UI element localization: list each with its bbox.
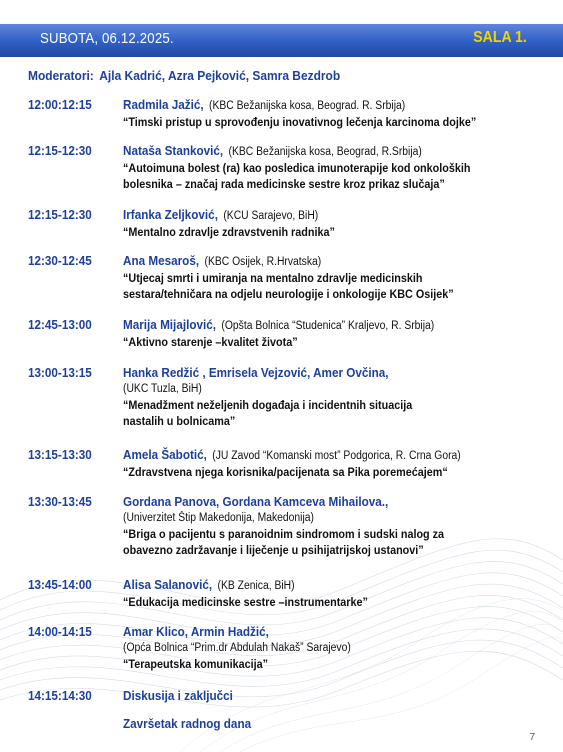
session-title: “Briga o pacijentu s paranoidnim sindromom i sudski nalog za (123, 527, 445, 541)
session-affiliation: (KBC Osijek, R.Hrvatska) (204, 256, 322, 268)
day-header-bar (0, 24, 563, 57)
session-time: 14:00-14:15 (28, 624, 92, 639)
session-title: “Terapeutska komunikacija” (123, 657, 269, 671)
session-time: 13:15-13:30 (28, 447, 92, 462)
session-affiliation: (Opća Bolnica “Prim.dr Abdulah Nakaš” Sarajevo) (123, 642, 351, 654)
session-title: “Mentalno zdravlje zdravstvenih radnika” (123, 225, 335, 239)
session-speaker: Hanka Redžić , Emrisela Vejzović, Amer Ovčina, (123, 365, 389, 380)
session-speaker: Amar Klico, Armin Hadžić, (123, 624, 269, 639)
session-title: “Utjecaj smrti i umiranja na mentalno zdravlje medicinskih (123, 271, 423, 285)
session-speaker: Alisa Salanović, (123, 577, 213, 592)
session-speaker: Irfanka Zeljković, (123, 207, 218, 222)
session-speaker: Radmila Jažić, (123, 97, 204, 112)
session-time: 12:15-12:30 (28, 143, 92, 158)
moderators-label: Moderatori: (28, 68, 94, 83)
session-affiliation: (KBC Bežanijska kosa, Beograd, R.Srbija) (228, 146, 422, 158)
session-affiliation: (KBC Bežanijska kosa, Beograd. R. Srbija) (209, 100, 406, 112)
session-affiliation: (Univerzitet Štip Makedonija, Makedonija) (123, 512, 314, 524)
session-speaker: Amela Šabotić, (123, 447, 207, 462)
session-title: bolesnika – značaj rada medicinske sestre kroz prikaz slučaja” (123, 177, 445, 191)
session-time: 12:15-12:30 (28, 207, 92, 222)
discussion-label: Diskusija i zaključci (123, 688, 233, 703)
session-time: 13:30-13:45 (28, 494, 92, 509)
session-title: “Aktivno starenje –kvalitet života” (123, 335, 298, 349)
end-of-day-label: Završetak radnog dana (123, 716, 252, 731)
session-affiliation: (KB Zenica, BiH) (217, 580, 295, 592)
session-time: 12:45-13:00 (28, 317, 92, 332)
moderators-line (28, 68, 340, 83)
session-time: 13:45-14:00 (28, 577, 92, 592)
header-date: SUBOTA, 06.12.2025. (40, 30, 174, 47)
session-speaker: Marija Mijajlović, (123, 317, 216, 332)
session-affiliation: (Opšta Bolnica “Studenica” Kraljevo, R. Srbija) (221, 320, 435, 332)
session-title: “Zdravstvena njega korisnika/pacijenata sa Pika poremećajem“ (123, 465, 448, 479)
session-title: obavezno zadržavanje i liječenje u psihijatrijskoj ustanovi” (123, 543, 424, 557)
session-affiliation: (JU Zavod “Komanski most” Podgorica, R. Crna Gora) (212, 450, 461, 462)
session-title: sestara/tehničara na odjelu neurologije i onkologije KBC Osijek” (123, 287, 454, 301)
session-speaker: Ana Mesaroš, (123, 253, 200, 268)
session-title: “Edukacija medicinske sestre –instrumentarke” (123, 595, 368, 609)
session-title: “Autoimuna bolest (ra) kao posledica imunoterapije kod onkoloških (123, 161, 471, 175)
session-affiliation: (KCU Sarajevo, BiH) (223, 210, 319, 222)
session-title: “Menadžment neželjenih događaja i incidentnih situacija (123, 398, 413, 412)
session-title: “Timski pristup u sprovođenju inovativnog lečenja karcinoma dojke” (123, 115, 477, 129)
session-time: 12:00:12:15 (28, 97, 92, 112)
moderators-names: Ajla Kadrić, Azra Pejković, Samra Bezdrob (99, 68, 341, 83)
page-number: 7 (529, 732, 535, 743)
session-speaker: Nataša Stanković, (123, 143, 224, 158)
header-hall: SALA 1. (473, 29, 527, 46)
session-time: 13:00-13:15 (28, 365, 92, 380)
session-time: 12:30-12:45 (28, 253, 92, 268)
session-affiliation: (UKC Tuzla, BiH) (123, 383, 202, 395)
session-speaker: Gordana Panova, Gordana Kamceva Mihailova., (123, 494, 389, 509)
session-title: nastalih u bolnicama” (123, 414, 236, 428)
closing-time: 14:15:14:30 (28, 688, 92, 703)
